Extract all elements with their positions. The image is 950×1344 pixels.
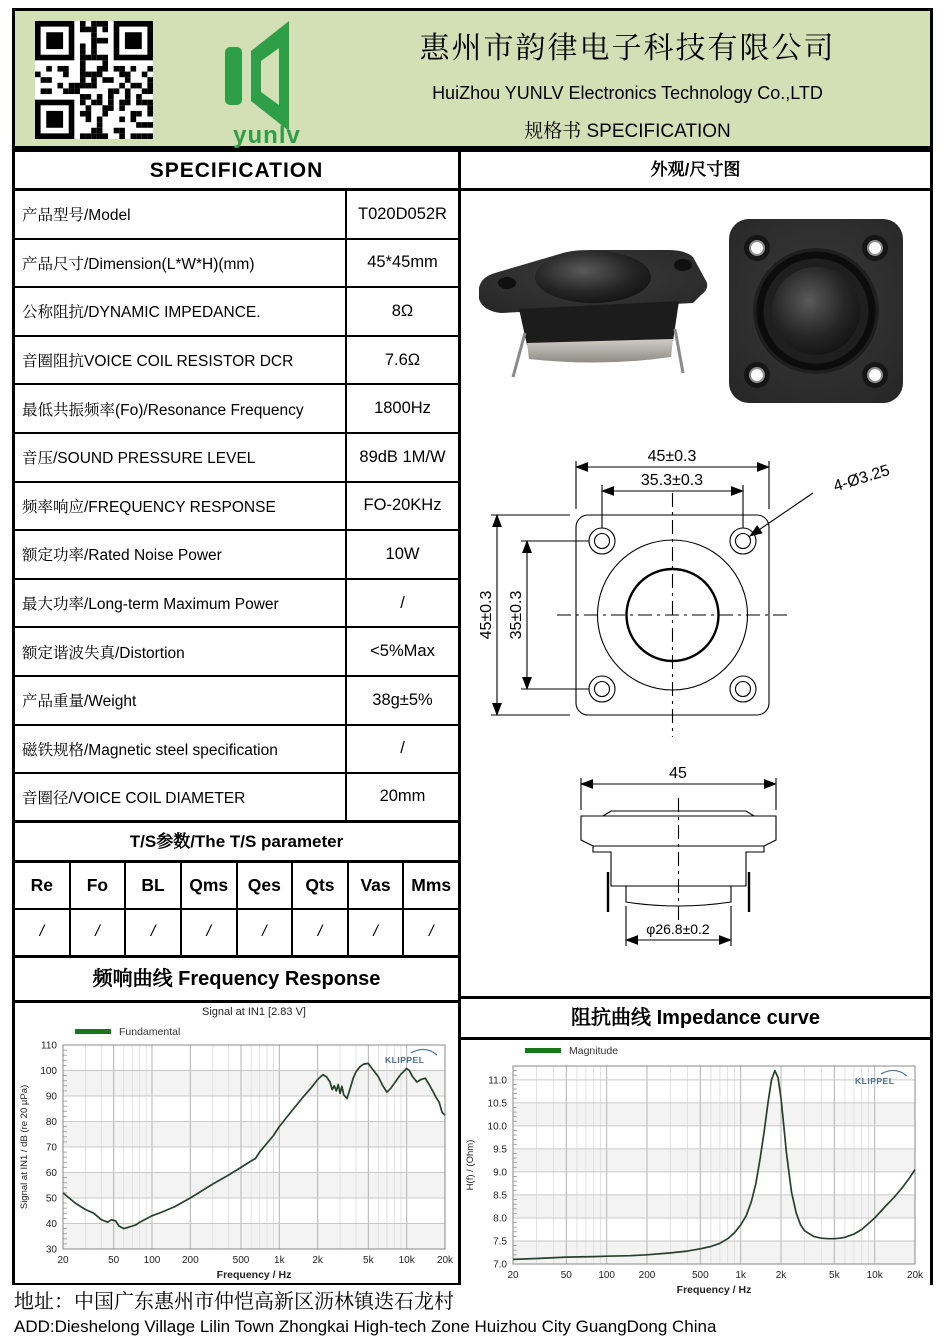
address-en: ADD:Dieshelong Village Lilin Town Zhongkai High-tech Zone Huizhou City GuangDong China: [14, 1317, 717, 1336]
chart-title: Signal at IN1 [2.83 V]: [202, 1005, 306, 1018]
ts-value-cell: /: [293, 910, 349, 955]
spec-row-value: <5%Max: [345, 628, 458, 675]
ts-value-cell: /: [71, 910, 127, 955]
ts-table-value-row: [15, 910, 458, 958]
company-logo: [207, 15, 327, 148]
footer-address: [14, 1289, 934, 1339]
spec-row-label: 最大功率/Long-term Maximum Power: [22, 596, 279, 614]
frequency-response-chart: [15, 1003, 458, 1283]
x-tick-label: 2k: [775, 1270, 787, 1281]
x-tick-label: 500: [232, 1254, 250, 1266]
spec-row: [15, 483, 458, 532]
address-cn: 地址：中国广东惠州市仲恺高新区沥林镇迭石龙村: [14, 1291, 454, 1313]
y-tick-label: 30: [45, 1244, 57, 1256]
klippel-logo: KLIPPEL: [855, 1076, 895, 1086]
spec-row-value: 45*45mm: [345, 240, 458, 287]
spec-row-label: 产品尺寸/Dimension(L*W*H)(mm): [22, 255, 255, 273]
ts-header-cell: Qms: [182, 863, 238, 908]
spec-row-value: 10W: [345, 531, 458, 578]
photo-side-view: [479, 250, 707, 377]
spec-row-label: 最低共振频率(Fo)/Resonance Frequency: [22, 401, 304, 419]
x-tick-label: 5k: [363, 1254, 374, 1266]
x-tick-label: 2k: [312, 1254, 323, 1266]
spec-row-label: 产品型号/Model: [22, 207, 131, 225]
y-axis-label: H(f) / (Ohm): [465, 1139, 476, 1191]
spec-row-value: /: [345, 580, 458, 627]
dimension-drawing-side: [461, 754, 930, 991]
spec-row-value: T020D052R: [345, 191, 458, 238]
y-tick-label: 60: [45, 1167, 57, 1179]
x-tick-label: 50: [560, 1270, 572, 1281]
x-tick-label: 50: [108, 1254, 120, 1266]
spec-row-label: 额定功率/Rated Noise Power: [22, 547, 222, 565]
dim-side-width-label: 45: [669, 765, 687, 782]
qr-code: [35, 21, 153, 139]
ts-table-title: T/S参数/The T/S parameter: [15, 823, 458, 863]
y-tick-label: 110: [41, 1040, 57, 1052]
drawing-column: [461, 152, 930, 1296]
dim-hole-callout: 4-Ø3.25: [831, 462, 892, 496]
ts-header-cell: BL: [126, 863, 182, 908]
y-tick-label: 70: [45, 1142, 57, 1154]
y-tick-label: 11.0: [488, 1075, 507, 1087]
y-tick-label: 80: [45, 1116, 57, 1128]
main-content: [12, 149, 933, 1296]
appearance-title: 外观/尺寸图: [461, 152, 930, 191]
photo-front-view: [729, 219, 903, 403]
x-tick-label: 10k: [398, 1254, 415, 1266]
frequency-response-title: 频响曲线 Frequency Response: [15, 958, 458, 1003]
spec-row-label: 频率响应/FREQUENCY RESPONSE: [22, 498, 276, 516]
y-axis-label: Signal at IN1 / dB (re 20 µPa): [19, 1084, 30, 1209]
y-tick-label: 40: [45, 1218, 57, 1230]
ts-header-cell: Re: [15, 863, 71, 908]
ts-header-cell: Mms: [411, 874, 452, 895]
spec-row: [15, 240, 458, 289]
y-tick-label: 90: [45, 1091, 57, 1103]
speaker-logo-icon: [207, 15, 327, 148]
y-tick-label: 10.0: [487, 1121, 507, 1133]
company-name-en: HuiZhou YUNLV Electronics Technology Co.,LTD: [432, 83, 823, 103]
y-tick-label: 8.5: [493, 1190, 507, 1202]
ts-header-cell: Vas: [349, 863, 405, 908]
x-tick-label: 20: [507, 1270, 519, 1281]
dim-coil-label: φ26.8±0.2: [646, 921, 710, 937]
dim-inner-height-label: 35±0.3: [508, 590, 525, 640]
dim-hole-span-label: 35.3±0.3: [640, 472, 704, 489]
x-axis-label: Frequency / Hz: [676, 1284, 752, 1296]
y-tick-label: 100: [40, 1065, 57, 1077]
klippel-logo: KLIPPEL: [385, 1054, 425, 1065]
x-tick-label: 500: [691, 1270, 709, 1281]
spec-row: [15, 288, 458, 337]
logo-text: yunlv: [233, 122, 301, 148]
spec-row: [15, 580, 458, 629]
x-tick-label: 100: [598, 1270, 616, 1281]
spec-row-value: 20mm: [345, 774, 458, 820]
y-tick-label: 50: [45, 1193, 57, 1205]
spec-row: [15, 531, 458, 580]
product-photos: [461, 191, 930, 426]
company-name-cn: 惠州市韵律电子科技有限公司: [419, 32, 836, 65]
y-tick-label: 10.5: [487, 1098, 507, 1110]
x-axis-label: Frequency / Hz: [216, 1268, 292, 1281]
x-tick-label: 20k: [436, 1254, 454, 1266]
x-tick-label: 20: [57, 1254, 69, 1266]
spec-row: [15, 774, 458, 823]
spec-row: [15, 726, 458, 775]
spec-row-label: 音圈阻抗VOICE COIL RESISTOR DCR: [22, 353, 294, 371]
spec-row-value: 1800Hz: [345, 385, 458, 432]
spec-row: [15, 337, 458, 386]
spec-row-value: /: [345, 726, 458, 773]
dim-width-label: 45±0.3: [647, 448, 697, 465]
doc-type-title: 规格书 SPECIFICATION: [524, 121, 731, 142]
x-tick-label: 200: [181, 1254, 199, 1266]
spec-row: [15, 628, 458, 677]
ts-value-cell: /: [428, 923, 434, 941]
x-tick-label: 20k: [906, 1270, 924, 1281]
spec-row: [15, 385, 458, 434]
y-tick-label: 9.0: [493, 1167, 507, 1179]
y-tick-label: 7.0: [493, 1259, 507, 1271]
ts-value-cell: /: [182, 910, 238, 955]
ts-value-cell: /: [349, 910, 405, 955]
x-tick-label: 200: [638, 1270, 656, 1281]
spec-table-title: SPECIFICATION: [15, 152, 458, 191]
ts-value-cell: /: [15, 910, 71, 955]
ts-table-header-row: [15, 863, 458, 910]
x-tick-label: 5k: [829, 1270, 840, 1281]
spec-row-value: 89dB 1M/W: [345, 434, 458, 481]
ts-header-cell: Fo: [71, 863, 127, 908]
x-tick-label: 1k: [735, 1270, 746, 1281]
x-tick-label: 100: [143, 1254, 161, 1266]
dim-height-label: 45±0.3: [478, 590, 495, 640]
spec-row-label: 产品重量/Weight: [22, 693, 137, 711]
legend-label: Fundamental: [119, 1025, 181, 1038]
spec-row-value: FO-20KHz: [345, 483, 458, 530]
spec-row: [15, 677, 458, 726]
spec-row-label: 音圈径/VOICE COIL DIAMETER: [22, 789, 246, 807]
ts-header-cell: Qes: [238, 863, 294, 908]
y-tick-label: 7.5: [493, 1236, 507, 1248]
x-tick-label: 1k: [274, 1254, 285, 1266]
ts-header-cell: Qts: [293, 863, 349, 908]
spec-row-label: 额定谐波失真/Distortion: [22, 644, 185, 662]
ts-value-cell: /: [126, 910, 182, 955]
spec-row-value: 7.6Ω: [345, 337, 458, 384]
header: [12, 8, 933, 149]
impedance-curve-title: 阻抗曲线 Impedance curve: [461, 996, 930, 1040]
spec-row-label: 音压/SOUND PRESSURE LEVEL: [22, 450, 256, 468]
y-tick-label: 8.0: [493, 1213, 507, 1225]
spec-row: [15, 434, 458, 483]
spec-row: [15, 191, 458, 240]
legend-label: Magnitude: [569, 1045, 619, 1057]
ts-value-cell: /: [238, 910, 294, 955]
spec-row-label: 磁铁规格/Magnetic steel specification: [22, 741, 278, 759]
spec-column: [15, 152, 461, 1282]
spec-table: [15, 191, 458, 823]
y-tick-label: 9.5: [493, 1144, 507, 1156]
x-tick-label: 10k: [866, 1270, 883, 1281]
impedance-chart: [461, 1040, 930, 1298]
spec-row-value: 8Ω: [345, 288, 458, 335]
dimension-drawing-front: [461, 431, 930, 749]
spec-row-label: 公称阻抗/DYNAMIC IMPEDANCE.: [22, 304, 261, 322]
spec-row-value: 38g±5%: [345, 677, 458, 724]
